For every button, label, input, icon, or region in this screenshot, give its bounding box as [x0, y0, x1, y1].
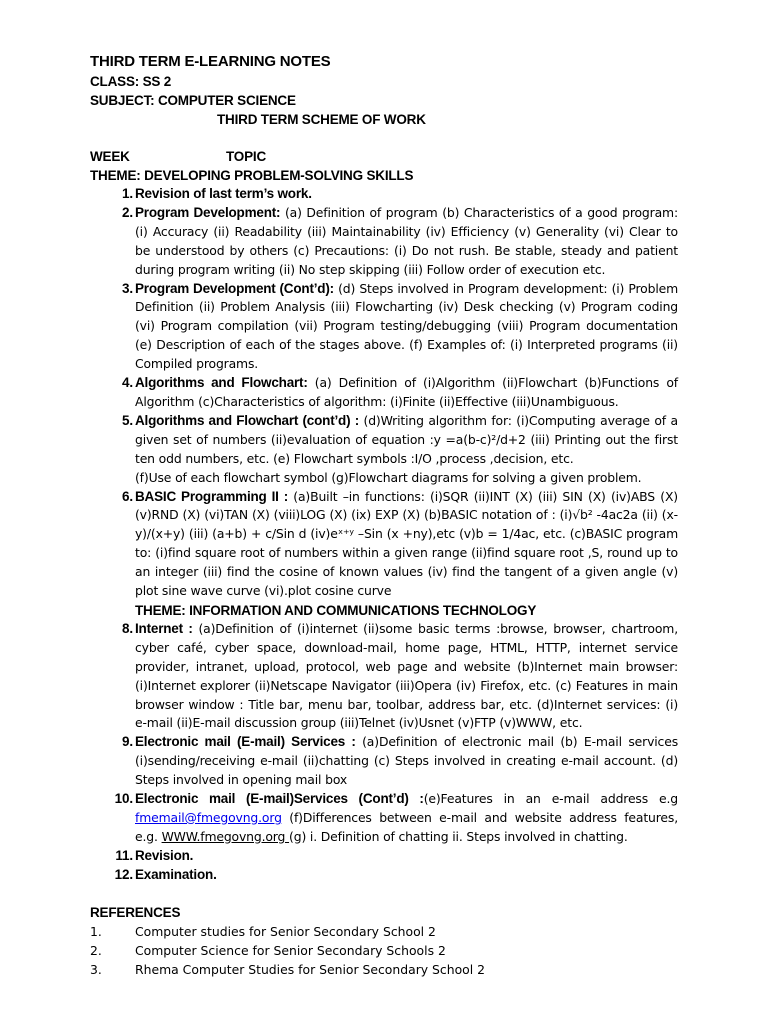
- references-heading: REFERENCES: [90, 904, 181, 920]
- reference-item: [90, 960, 678, 979]
- topic-item: [90, 790, 678, 847]
- scheme-title: THIRD TERM SCHEME OF WORK: [217, 112, 426, 127]
- email-link[interactable]: fmemail@fmegovng.org: [135, 810, 282, 825]
- topic-title: Algorithms and Flowchart:: [135, 375, 308, 391]
- topic-item: [90, 185, 678, 204]
- topic-number: 1.: [122, 186, 133, 201]
- topic-item: [90, 374, 678, 412]
- topic-title: Algorithms and Flowchart (cont’d) :: [135, 412, 359, 428]
- topic-item: [90, 280, 678, 375]
- topic-title: Program Development (Cont’d):: [135, 280, 334, 296]
- topic-title: Revision.: [135, 847, 194, 863]
- topic-body: (g) i. Definition of chatting ii. Steps involved in chatting.: [289, 828, 628, 844]
- topic-number: 10.: [114, 791, 133, 807]
- topic-title: BASIC Programming II :: [135, 488, 289, 504]
- topic-body: (e)Features in an e-mail address e.g: [423, 791, 678, 807]
- topic-item: [90, 204, 678, 280]
- subject-line: SUBJECT: COMPUTER SCIENCE: [90, 93, 296, 108]
- topic-title: Program Development:: [135, 204, 281, 220]
- topic-title: Electronic mail (E-mail) Services :: [135, 734, 356, 750]
- reference-number: 2.: [90, 942, 102, 958]
- website-link[interactable]: WWW.fmegovng.org: [161, 828, 290, 844]
- topic-body-continued: (f)Use of each flowchart symbol (g)Flowchart diagrams for solving a given problem.: [135, 469, 642, 485]
- reference-item: [90, 922, 678, 941]
- topic-body: (a) Definition of program (b) Characteristics of a good program: (i) Accuracy (ii) Readability (iii) Maintainability (iv) Efficiency (v) Generality (vi) Clear to be understood by others (c) Precautions: (i) Do not rush. Be stable, steady and patient during program writing (ii) No step skipping (iii) Follow order of execution etc.: [135, 204, 678, 277]
- topic-body: (a)Definition of (i)internet (ii)some basic terms :browse, browser, chartroom, cyber café, cyber space, download-mail, home page, HTML, HTTP, internet service provider, intranet, upload, protocol, web page and website (b)Internet main browser: (i)Internet explorer (ii)Netscape Navigator (iii)Opera (iv) Firefox, etc. (c) Features in main browser window : Title bar, menu bar, toolbar, address bar, etc. (d)Internet services: (i) e-mail (ii)E-mail discussion group (iii)Telnet (iv)Usnet (v)FTP (v)WWW, etc.: [135, 620, 678, 731]
- topic-number: 4.: [122, 375, 133, 391]
- topic-item: [90, 620, 678, 733]
- topic-title: Internet :: [135, 620, 193, 636]
- topic-body: (d)Writing algorithm for: (i)Computing average of a given set of numbers (ii)evaluation of equation :y =a(b-c)²/d+2 (iii) Printing out the first ten odd numbers, etc. (e) Flowchart symbols :I/O ,process ,decision, etc.: [135, 412, 678, 466]
- reference-text: Computer studies for Senior Secondary School 2: [135, 923, 436, 939]
- week-topic-header: [90, 147, 678, 166]
- topic-item: [90, 733, 678, 790]
- document-title: THIRD TERM E-LEARNING NOTES: [90, 53, 331, 70]
- topic-body: (f)Differences between e-mail and website address features, e.g.: [135, 810, 678, 844]
- topic-number: 11.: [115, 847, 133, 863]
- topic-title: Examination.: [135, 866, 217, 882]
- theme-heading-2: THEME: INFORMATION AND COMMUNICATIONS TECHNOLOGY: [135, 602, 537, 618]
- topic-number: 3.: [122, 280, 133, 296]
- reference-number: 1.: [90, 923, 102, 939]
- topic-list-1: [90, 185, 678, 601]
- topic-body: (a)Built –in functions: (i)SQR (ii)INT (X) (iii) SIN (X) (iv)ABS (X) (v)RND (X) (vi)TAN (X) (viii)LOG (X) (ix) EXP (X) (b)BASIC notation of : (i)√b² -4ac2a (ii) (x-y)/(x+y) (iii) (a+b) + c/Sin d (iv)eˣ⁺ʸ –Sin (x +ny),etc (v)b = 1/4ac, etc. (c)BASIC program to: (i)find square root of numbers within a given range (ii)find square root ,S, round up to an integer (iii) find the cosine of known values (iv) find the tangent of a given angle (v) plot sine wave curve (vi).plot cosine curve: [135, 488, 678, 599]
- references-list: [90, 922, 678, 979]
- topic-item: [90, 847, 678, 866]
- topic-title: Electronic mail (E-mail)Services (Cont’d) :: [135, 791, 424, 807]
- topic-number: 2.: [122, 204, 133, 220]
- document-page: [90, 52, 678, 979]
- class-line: CLASS: SS 2: [90, 74, 172, 89]
- topic-item: [90, 866, 678, 885]
- topic-number: 6.: [122, 488, 133, 504]
- topic-body: (a)Definition of electronic mail (b) E-mail services (i)sending/receiving e-mail (ii)chatting (c) Steps involved in creating e-mail account. (d) Steps involved in opening mail box: [135, 734, 678, 788]
- topic-number: 8.: [122, 620, 133, 636]
- topic-item: [90, 488, 678, 601]
- topic-body: (a) Definition of (i)Algorithm (ii)Flowchart (b)Functions of Algorithm (c)Characteristics of algorithm: (i)Finite (ii)Effective (iii)Unambiguous.: [135, 375, 678, 409]
- topic-item: [90, 412, 678, 488]
- week-heading: WEEK: [90, 149, 130, 164]
- topic-number: 9.: [122, 734, 133, 750]
- topic-title: Revision of last term’s work.: [135, 186, 312, 201]
- topic-heading: TOPIC: [226, 149, 267, 164]
- theme-heading-1: THEME: DEVELOPING PROBLEM-SOLVING SKILLS: [90, 168, 414, 183]
- topic-body: (d) Steps involved in Program development: (i) Problem Definition (ii) Problem Analysis (iii) Flowcharting (iv) Desk checking (v) Program coding (vi) Program compilation (vii) Program testing/debugging (viii) Program documentation (e) Description of each of the stages above. (f) Examples of: (i) Interpreted programs (ii) Compiled programs.: [135, 280, 678, 372]
- topic-list-2: [90, 620, 678, 885]
- reference-text: Computer Science for Senior Secondary Schools 2: [135, 942, 446, 958]
- topic-number: 12.: [114, 866, 133, 882]
- reference-number: 3.: [90, 961, 102, 977]
- reference-item: [90, 941, 678, 960]
- topic-number: 5.: [122, 412, 133, 428]
- reference-text: Rhema Computer Studies for Senior Secondary School 2: [135, 961, 486, 977]
